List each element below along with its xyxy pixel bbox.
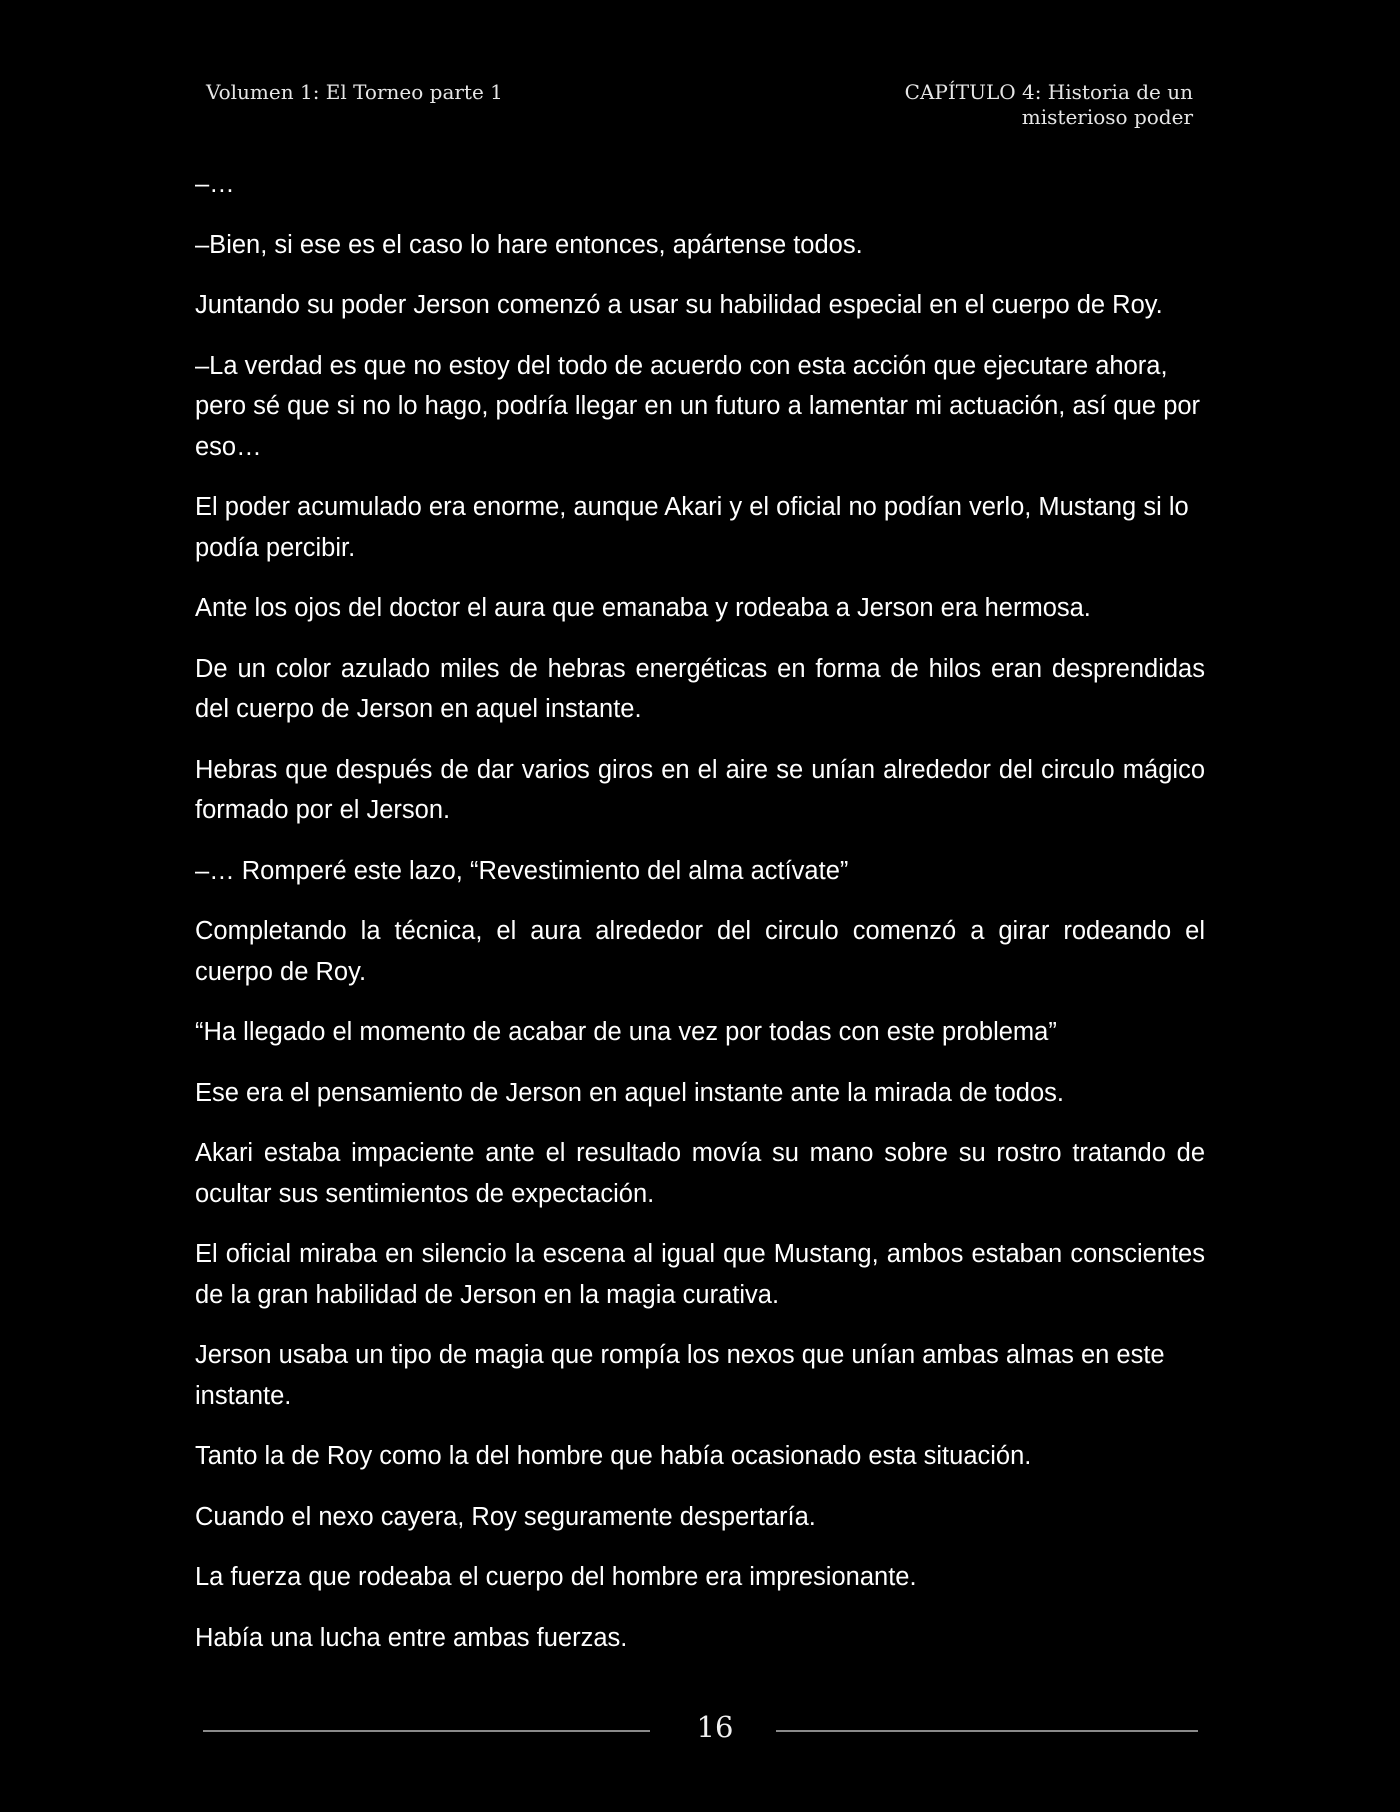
paragraph: Hebras que después de dar varios giros en el aire se unían alrededor del circulo mágico formado por el Jerson.	[195, 755, 1205, 824]
chapter-title-line-1: CAPÍTULO 4: Historia de un	[904, 80, 1193, 104]
paragraph: –…	[195, 170, 235, 198]
paragraph: De un color azulado miles de hebras energéticas en forma de hilos eran desprendidas del cuerpo de Jerson en aquel instante.	[195, 654, 1205, 723]
paragraph: –… Romperé este lazo, “Revestimiento del alma actívate”	[195, 856, 849, 885]
paragraph: La fuerza que rodeaba el cuerpo del hombre era impresionante.	[195, 1563, 917, 1591]
paragraph: El poder acumulado era enorme, aunque Akari y el oficial no podían verlo, Mustang si lo podía percibir.	[195, 493, 1189, 562]
paragraph: Ese era el pensamiento de Jerson en aquel instante ante la mirada de todos.	[195, 1078, 1064, 1107]
paragraph: Había una lucha entre ambas fuerzas.	[195, 1623, 628, 1652]
paragraph: Cuando el nexo cayera, Roy seguramente despertaría.	[195, 1502, 816, 1531]
body-text	[195, 164, 1205, 1678]
running-header-volume: Volumen 1: El Torneo parte 1	[206, 80, 503, 104]
paragraph: Completando la técnica, el aura alrededor del circulo comenzó a girar rodeando el cuerpo de Roy.	[195, 917, 1205, 986]
paragraph: –Bien, si ese es el caso lo hare entonces, apártense todos.	[195, 230, 863, 259]
paragraph: El oficial miraba en silencio la escena al igual que Mustang, ambos estaban conscientes de la gran habilidad de Jerson en la magia curativa.	[195, 1240, 1205, 1309]
paragraph: “Ha llegado el momento de acabar de una vez por todas con este problema”	[195, 1018, 1057, 1046]
paragraph: Juntando su poder Jerson comenzó a usar su habilidad especial en el cuerpo de Roy.	[195, 291, 1163, 319]
page-footer	[203, 1710, 1198, 1752]
running-header-chapter	[833, 80, 1193, 130]
chapter-title-line-2: misterioso poder	[1021, 105, 1193, 129]
paragraph: Ante los ojos del doctor el aura que emanaba y rodeaba a Jerson era hermosa.	[195, 594, 1091, 622]
page-number: 16	[696, 1710, 734, 1744]
paragraph: Tanto la de Roy como la del hombre que había ocasionado esta situación.	[195, 1442, 1032, 1470]
paragraph: –La verdad es que no estoy del todo de acuerdo con esta acción que ejecutare ahora, pero sé que si no lo hago, podría llegar en un futuro a lamentar mi actuación, así que por eso…	[195, 351, 1201, 461]
paragraph: Jerson usaba un tipo de magia que rompía los nexos que unían ambas almas en este instante.	[195, 1341, 1165, 1410]
paragraph: Akari estaba impaciente ante el resultado movía su mano sobre su rostro tratando de ocultar sus sentimientos de expectación.	[195, 1139, 1205, 1208]
footer-rule-left	[203, 1730, 650, 1732]
footer-rule-right	[776, 1730, 1198, 1732]
